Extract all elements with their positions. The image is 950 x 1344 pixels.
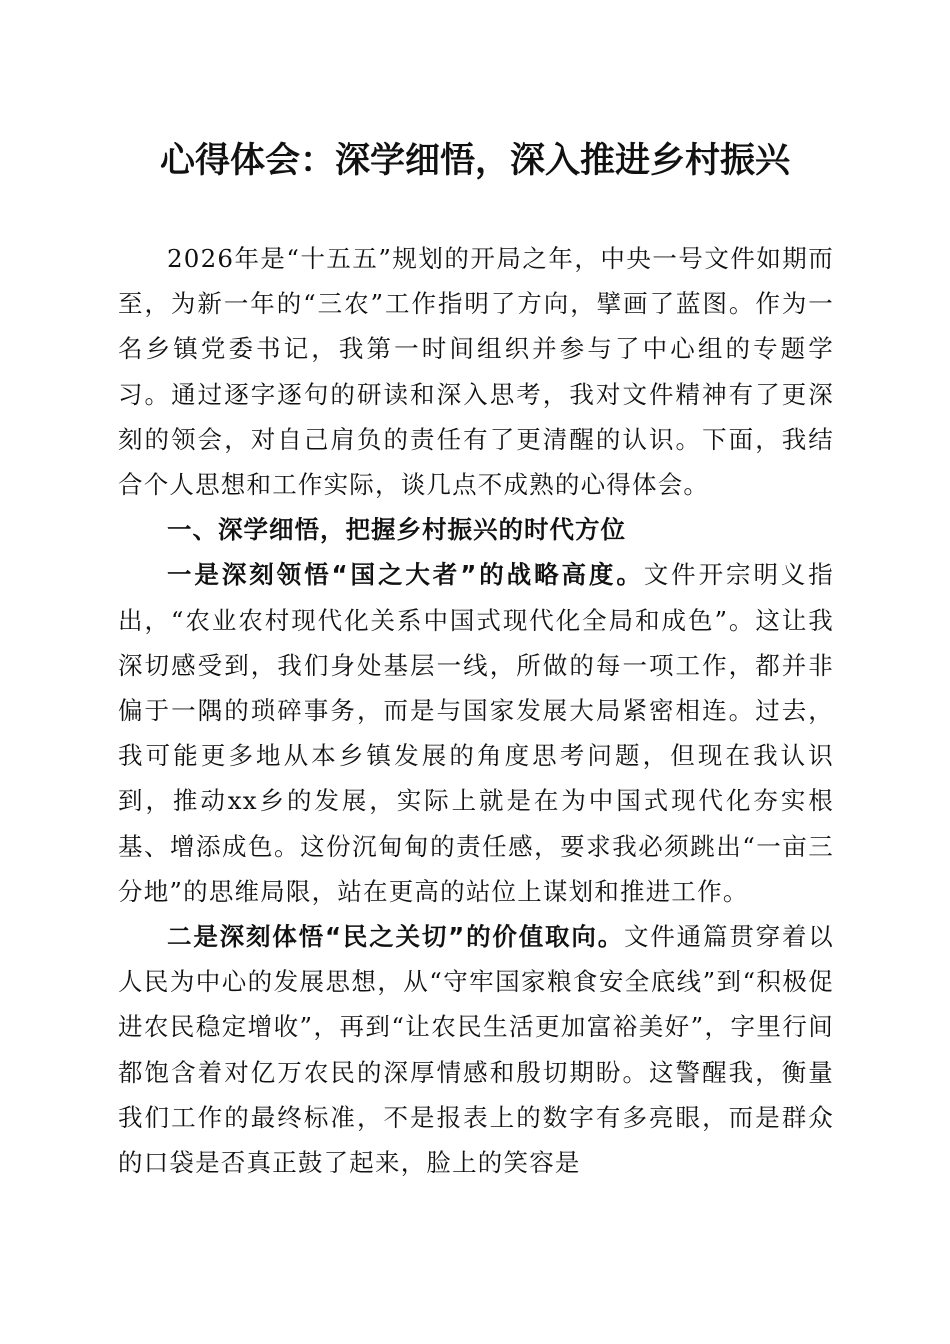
paragraph-text: 文件通篇贯穿着以人民为中心的发展思想，从“守牢国家粮食安全底线”到“积极促进农民稳定增收”，再到“让农民生活更加富裕美好”，字里行间都饱含着对亿万农民的深厚情感和殷切期盼。这警醒我，衡量我们工作的最终标准，不是报表上的数字有多亮眼，而是群众的口袋是否真正鼓了起来，脸上的笑容是 <box>118 922 834 1178</box>
paragraph-lead: 二是深刻体悟“民之关切”的价值取向。 <box>167 922 625 952</box>
body-paragraph <box>118 552 834 914</box>
paragraph-lead: 一是深刻领悟“国之大者”的战略高度。 <box>167 560 644 590</box>
section-heading: 一、深学细悟，把握乡村振兴的时代方位 <box>167 515 626 545</box>
paragraph-text: 文件开宗明义指出，“农业农村现代化关系中国式现代化全局和成色”。这让我深切感受到，我们身处基层一线，所做的每一项工作，都并非偏于一隅的琐碎事务，而是与国家发展大局紧密相连。过去，我可能更多地从本乡镇发展的角度思考问题，但现在我认识到，推动xx乡的发展，实际上就是在为中国式现代化夯实根基、增添成色。这份沉甸甸的责任感，要求我必须跳出“一亩三分地”的思维局限，站在更高的站位上谋划和推进工作。 <box>118 560 834 906</box>
body-paragraph <box>118 914 834 1185</box>
intro-paragraph: 2026年是“十五五”规划的开局之年，中央一号文件如期而至，为新一年的“三农”工作指明了方向，擘画了蓝图。作为一名乡镇党委书记，我第一时间组织并参与了中心组的专题学习。通过逐字逐句的研读和深入思考，我对文件精神有了更深刻的领会，对自己肩负的责任有了更清醒的认识。下面，我结合个人思想和工作实际，谈几点不成熟的心得体会。 <box>118 244 834 500</box>
page-title: 心得体会：深学细悟，深入推进乡村振兴 <box>159 140 790 181</box>
document-body <box>118 236 834 1185</box>
